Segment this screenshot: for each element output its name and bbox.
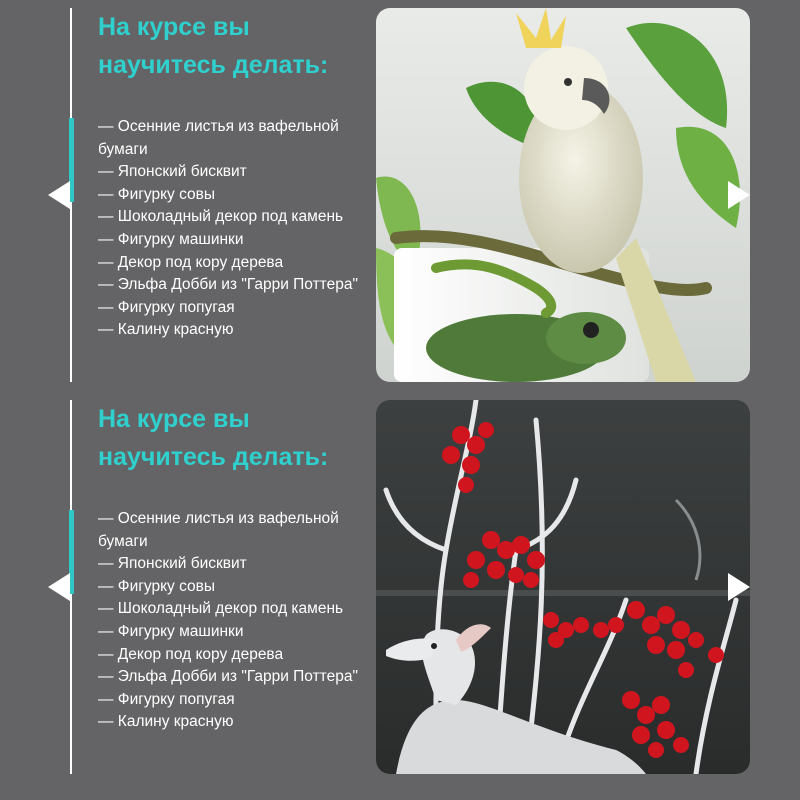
list-item: — Фигурку попугая: [98, 298, 235, 316]
list-item: — Осенние листья из вафельной бумаги: [98, 510, 339, 550]
slide-title: [98, 400, 368, 476]
list-item: — Декор под кору дерева: [98, 645, 284, 663]
deer-viburnum-illustration: [376, 400, 750, 774]
list-item: — Осенние листья из вафельной бумаги: [98, 118, 339, 158]
list-item: — Фигурку совы: [98, 185, 216, 203]
course-items-list: [98, 508, 360, 734]
list-item: — Фигурку совы: [98, 577, 216, 595]
slide-2: [0, 392, 800, 780]
title-line-1: На курсе вы: [98, 13, 250, 41]
deer-viburnum-photo: [376, 400, 750, 774]
list-item: — Декор под кору дерева: [98, 253, 284, 271]
list-item: — Японский бисквит: [98, 555, 247, 573]
list-item: — Фигурку попугая: [98, 690, 235, 708]
title-line-2: научитесь делать:: [98, 51, 329, 79]
slide-title: [98, 8, 368, 84]
parrot-cake-photo: [376, 8, 750, 382]
list-item: — Эльфа Добби из "Гарри Поттера": [98, 276, 358, 294]
slide-1: [0, 0, 800, 388]
list-item: — Эльфа Добби из "Гарри Поттера": [98, 668, 358, 686]
list-item: — Фигурку машинки: [98, 230, 244, 248]
title-line-1: На курсе вы: [98, 405, 250, 433]
prev-arrow-icon[interactable]: [48, 181, 70, 209]
list-item: — Японский бисквит: [98, 163, 247, 181]
list-item: — Калину красную: [98, 713, 234, 731]
list-item: — Фигурку машинки: [98, 622, 244, 640]
next-arrow-icon[interactable]: [728, 181, 750, 209]
list-item: — Шоколадный декор под камень: [98, 600, 344, 618]
list-item: — Шоколадный декор под камень: [98, 208, 344, 226]
title-line-2: научитесь делать:: [98, 443, 329, 471]
parrot-cake-illustration: [376, 8, 750, 382]
prev-arrow-icon[interactable]: [48, 573, 70, 601]
list-item: — Калину красную: [98, 321, 234, 339]
next-arrow-icon[interactable]: [728, 573, 750, 601]
course-items-list: [98, 116, 360, 342]
